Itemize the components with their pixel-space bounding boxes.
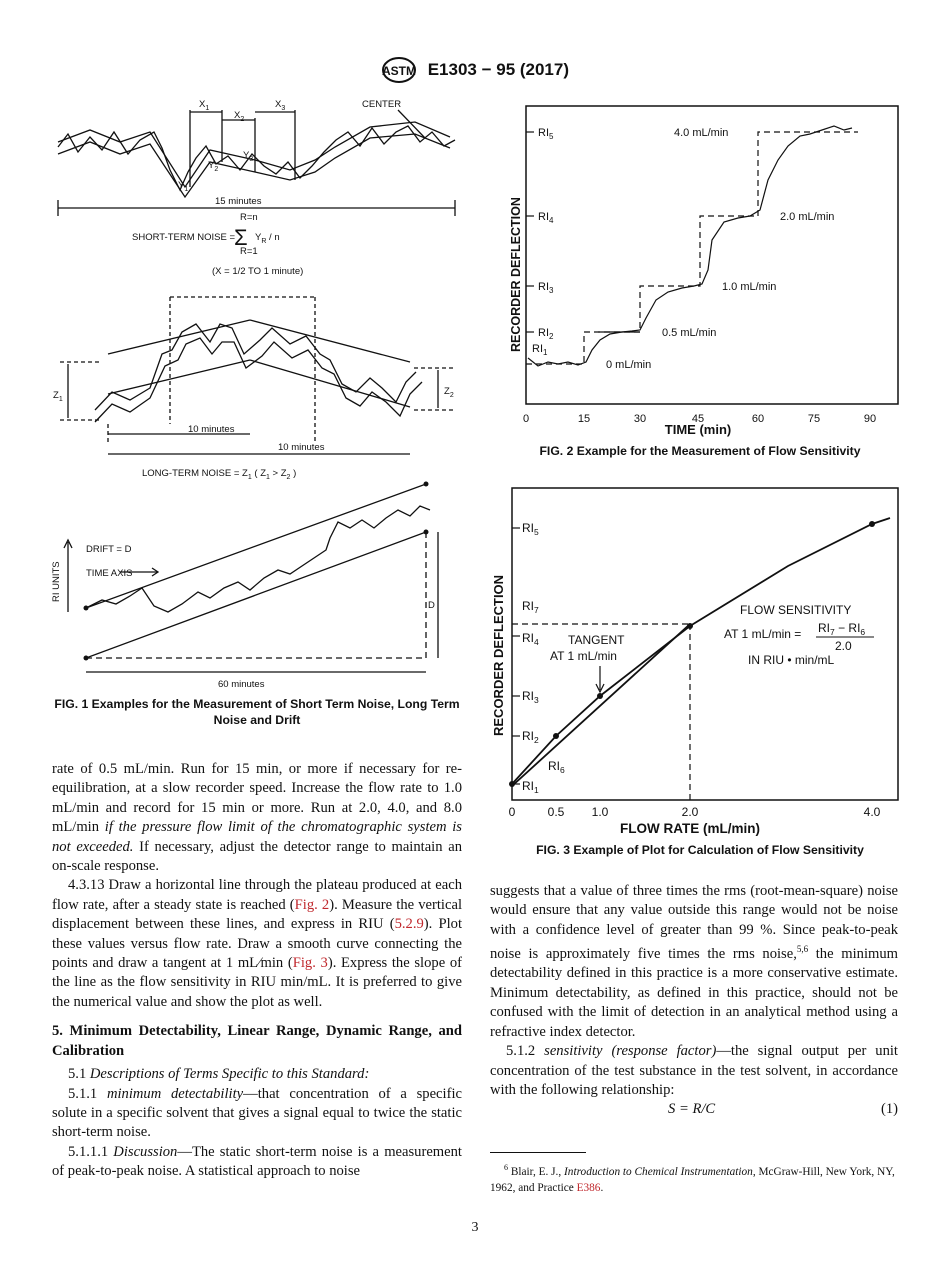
svg-text:AT 1 mL/min =: AT 1 mL/min = [724,627,802,641]
fig3-link[interactable]: Fig. 3 [292,955,328,972]
paragraph-5-1-2: 5.1.2 sensitivity (response factor)—the signal output per unit concentration of the test substance in the test solvent, in accordance with the following relationship: [490,1043,898,1098]
svg-text:D: D [428,600,435,611]
svg-text:TIME (min): TIME (min) [664,422,732,437]
svg-text:R=1: R=1 [240,246,258,257]
svg-text:RI4: $RI_4$ [538,211,554,225]
figure-3 [488,486,908,841]
section-5-2-9-link[interactable]: 5.2.9 [394,916,424,933]
figure-1 [50,92,465,692]
svg-text:RI2: $RI_2$ [538,327,554,341]
svg-text:10 minutes: 10 minutes [278,442,325,453]
astm-logo [381,56,417,84]
svg-text:RI1: $RI_1$ [532,343,548,357]
designation: E1303 − 95 (2017) [427,60,570,79]
svg-text:YR / n: $Y_R$ / n [255,232,280,245]
svg-text:RI5: $RI_5$ [538,127,554,141]
svg-text:RI7: $RI_7$ [522,599,539,615]
svg-text:RI4: $RI_4$ [522,631,539,647]
svg-text:FLOW RATE (mL/min): FLOW RATE (mL/min) [620,821,760,836]
svg-text:2.0: 2.0 [681,805,699,819]
svg-text:0: 0 [522,413,530,425]
svg-text:FLOW SENSITIVITY: FLOW SENSITIVITY [740,603,852,617]
svg-text:Y3: $Y_3$ [243,150,254,163]
page-number: 3 [471,1220,479,1235]
svg-text:4.0 mL/min: 4.0 mL/min [674,127,729,139]
svg-text:75: 75 [807,413,821,425]
svg-text:1.0: 1.0 [591,805,609,819]
fig2-link[interactable]: Fig. 2 [294,896,330,913]
svg-text:RI5: $RI_5$ [522,521,539,537]
paragraph-5-1-1-1: 5.1.1.1 Discussion—The static short-term noise is a measurement of peak-to-peak noise. A statistical approach to noise [52,1143,462,1180]
svg-text:X2: $X_2$ [234,110,245,123]
svg-text:0.5: 0.5 [547,805,565,819]
svg-text:Z2: $Z_2$ [444,386,454,399]
svg-text:X1: $X_1$ [199,99,210,112]
svg-text:RECORDER DEFLECTION: RECORDER DEFLECTION [491,574,506,736]
svg-text:(X = 1/2 TO 1 minute): (X = 1/2 TO 1 minute) [212,266,304,277]
svg-text:TIME AXIS: TIME AXIS [86,568,133,579]
figure-2 [488,100,908,440]
svg-text:30: 30 [633,413,647,425]
svg-text:45: 45 [691,413,705,425]
svg-text:RI UNITS: RI UNITS [51,561,62,602]
paragraph-5-1-1: 5.1.1 minimum detectability—that concentration of a specific solute in a specific solvent that gives a signal equal to twice the static short-term noise. [52,1085,462,1141]
svg-text:LONG-TERM NOISE = Z1 ( Z1 > Z2: LONG-TERM NOISE = $Z_1$ ( $Z_1 > Z_2$ ) [142,468,297,481]
left-column [52,760,462,1182]
svg-text:Y2: $Y_2$ [208,160,219,173]
svg-text:0: 0 [508,805,516,819]
svg-text:X3: $X_3$ [275,99,286,112]
svg-text:SHORT-TERM NOISE =: SHORT-TERM NOISE = [132,232,236,243]
svg-text:R=n: R=n [240,212,258,223]
svg-text:10 minutes: 10 minutes [188,424,235,435]
svg-text:TANGENT: TANGENT [568,633,625,647]
fig3-caption: FIG. 3 Example of Plot for Calculation of Flow Sensitivity [536,843,864,857]
svg-text:CENTER: CENTER [362,99,402,110]
svg-text:2.0: 2.0 [835,639,852,653]
e386-link[interactable]: E386 [576,1181,601,1194]
svg-text:2.0 mL/min: 2.0 mL/min [780,211,835,223]
paragraph: rate of 0.5 mL/min. Run for 15 min, or more if necessary for re-equilibration, at a slow recorder speed. Increase the flow rate to 1.0 mL/min and record for 15 min or more. Run at 2.0, 4.0, and 8.0 mL/min if the pressure flow limit of the chromatographic system is not exceeded. If necessary, adjust the detector range to maintain an on-scale response. [52,761,462,875]
paragraph-4-3-13: 4.3.13 Draw a horizontal line through the plateau produced at each flow rate, after a steady state is reached (Fig. 2). Measure the vertical displacement between these lines, and express in RIU (5.2.9). Plot these values versus flow rate. Draw a smooth curve connecting the points and draw a tangent at 1 mL⁄min (Fig. 3). Express the slope of the line as the flow sensitivity in RIU min/mL. It is preferred to give the numerical value and show the plot as well. [52,877,462,1010]
svg-text:AT 1 mL/min: AT 1 mL/min [550,649,617,663]
fig2-caption: FIG. 2 Example for the Measurement of Flow Sensitivity [539,444,861,458]
svg-text:1.0 mL/min: 1.0 mL/min [722,281,777,293]
svg-text:15: 15 [577,413,591,425]
fig1-caption: FIG. 1 Examples for the Measurement of Short Term Noise, Long Term Noise and Drift [54,697,460,727]
section-5-heading: 5. Minimum Detectability, Linear Range, Dynamic Range, and Calibration [52,1023,462,1059]
svg-text:RI1: $RI_1$ [522,779,539,795]
svg-text:Y1: $Y_1$ [178,180,189,193]
svg-text:RI7 − RI6: $RI_7 - RI_6$ [818,621,866,637]
svg-text:IN RIU • min/mL: IN RIU • min/mL [748,653,835,667]
svg-text:0 mL/min: 0 mL/min [606,359,652,371]
right-column [490,882,898,1122]
svg-text:Z1: $Z_1$ [53,390,63,403]
paragraph-5-1: 5.1 Descriptions of Terms Specific to this Standard: [68,1066,370,1083]
svg-text:Σ: Σ [234,225,248,250]
svg-text:ASTM: ASTM [381,64,416,78]
equation-1: S = R/C (1) [668,1101,898,1118]
svg-text:0.5 mL/min: 0.5 mL/min [662,327,717,339]
footnote-6: $^6$ Blair, E. J., Introduction to Chemical Instrumentation, McGraw-Hill, New York, NY, 1962, and Practice E386. [490,1163,895,1194]
svg-text:4.0: 4.0 [863,805,881,819]
svg-text:RI2: $RI_2$ [522,729,539,745]
footnote-rule [490,1152,586,1153]
svg-text:RI6: $RI_6$ [548,759,565,775]
paragraph: suggests that a value of three times the rms (root-mean-square) noise would ensure that any value outside this range would not be noise with a confidence level of greater than 99 %. Since peak-to-peak noise is approximately five times the rms noise,$^{5,6}$ the minimum detectability defined in this practice is a more conservative estimate. Minimum detectability, as defined in this practice, should not be confused with the limit of detection in an analytical method using a refractive index detector. [490,883,898,1040]
svg-text:90: 90 [863,413,877,425]
svg-text:DRIFT = D: DRIFT = D [86,544,132,555]
page-header [0,56,950,84]
svg-text:15 minutes: 15 minutes [215,196,262,207]
svg-text:RI3: $RI_3$ [538,281,554,295]
svg-text:RI3: $RI_3$ [522,689,539,705]
svg-text:RECORDER DEFLECTION: RECORDER DEFLECTION [509,197,523,352]
svg-text:60: 60 [751,413,765,425]
svg-text:60 minutes: 60 minutes [218,679,265,690]
